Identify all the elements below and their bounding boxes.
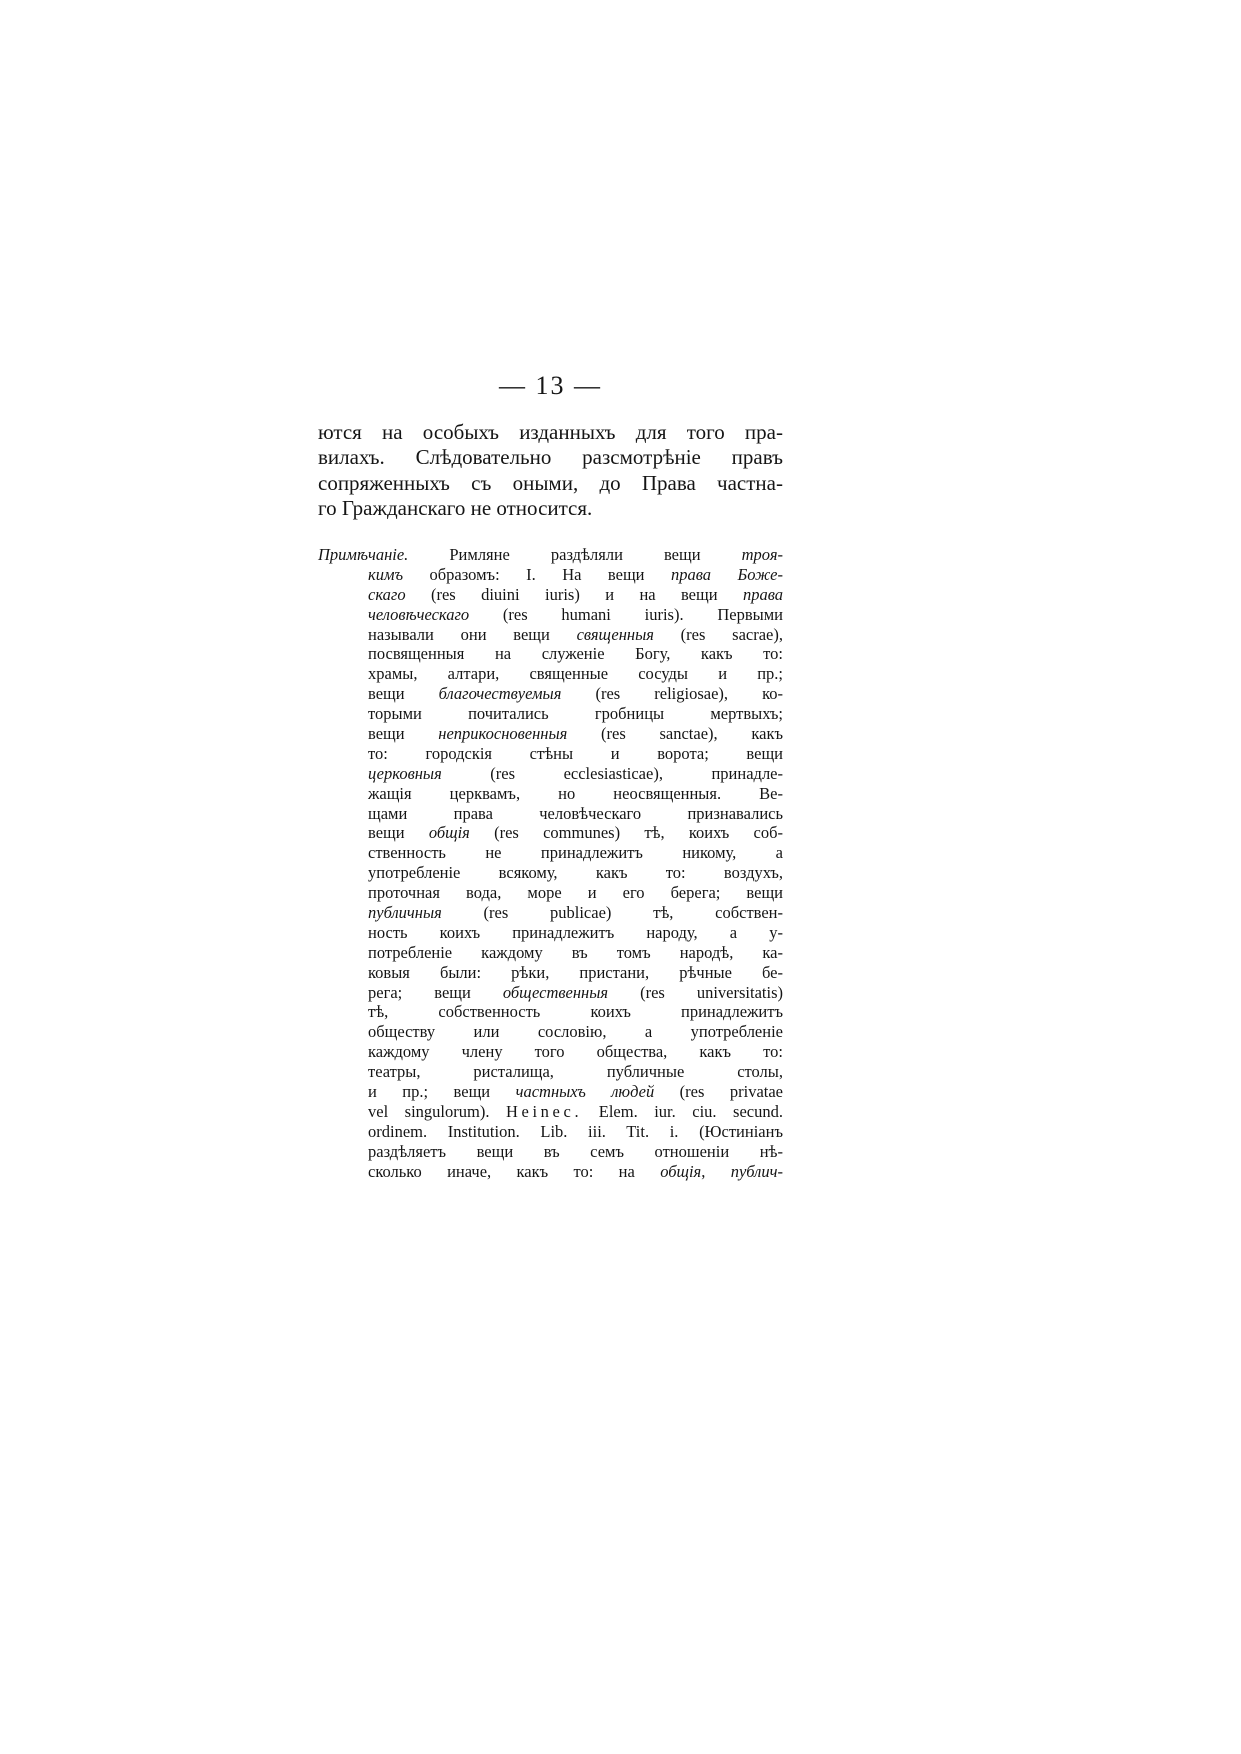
note-text: жащія церквамъ, но неосвященныя. Ве- [368, 783, 783, 803]
italic-term: церковныя [368, 763, 442, 783]
note-text: рега; вещи [368, 982, 503, 1002]
note-text: (res universitatis) [608, 982, 783, 1002]
note-text: храмы, алтари, священные сосуды и пр.; [368, 664, 783, 684]
note-text: щами права человѣческаго признавались [368, 803, 783, 823]
note-text: ственность не принадлежитъ никому, а [368, 843, 783, 863]
italic-term: священныя [576, 624, 654, 644]
note-line [368, 863, 783, 883]
note-line [368, 744, 783, 764]
note-text: проточная вода, море и его берега; вещи [368, 883, 783, 903]
note-text: ковыя были: рѣки, пристани, рѣчные бе- [368, 962, 783, 982]
italic-term: троя- [741, 545, 783, 564]
note-line [368, 1002, 783, 1022]
note-text: Римляне раздѣляли вещи [408, 545, 742, 564]
note-line [368, 764, 783, 784]
note-text: (res communes) тѣ, коихъ соб- [469, 823, 783, 843]
note-line [368, 704, 783, 724]
note-text: употребленіе всякому, какъ то: воздухъ, [368, 863, 783, 883]
note-text: (res diuini iuris) и на вещи [405, 584, 743, 604]
note-text: Elem. iur. ciu. secund. [582, 1101, 783, 1121]
note-text: торыми почитались гробницы мертвыхъ; [368, 704, 783, 724]
note-text: посвященныя на служеніе Богу, какъ то: [368, 644, 783, 664]
italic-term: благочествуемыя [438, 684, 562, 704]
note-text: театры, ристалища, публичные столы, [368, 1062, 783, 1082]
italic-term: человѣческаго [368, 604, 470, 624]
note-line [368, 963, 783, 983]
main-text-line: вилахъ. Слѣдовательно разсмотрѣніе правъ [318, 445, 783, 470]
note-line [368, 644, 783, 664]
italic-term: Примѣчаніе. [318, 545, 409, 564]
note-text: (res sacrae), [653, 624, 783, 644]
note-text: раздѣляетъ вещи въ семъ отношеніи нѣ- [368, 1141, 783, 1161]
note-text: и пр.; вещи [368, 1082, 516, 1102]
note-line [368, 585, 783, 605]
note-line [368, 1082, 783, 1102]
italic-term: неприкосновенныя [438, 724, 568, 744]
note-text: vel singulorum). [368, 1101, 506, 1121]
note-text: вещи [368, 823, 429, 843]
italic-term: публич- [730, 1161, 783, 1181]
note-text: то: городскія стѣны и ворота; вещи [368, 743, 783, 763]
note-line [368, 1022, 783, 1042]
italic-term: общія [660, 1161, 702, 1181]
note-line [368, 804, 783, 824]
italic-term: скаго [368, 584, 406, 604]
note-text: вещи [368, 724, 439, 744]
note-line [368, 684, 783, 704]
note-line [368, 1042, 783, 1062]
note-text: образомъ: I. На вещи [403, 564, 671, 584]
note-line [368, 1062, 783, 1082]
note-line [368, 903, 783, 923]
note-line [368, 625, 783, 645]
note-text: (res humani iuris). Первыми [469, 604, 783, 624]
note-line [368, 883, 783, 903]
italic-term: права Боже- [670, 564, 783, 584]
note-line [368, 823, 783, 843]
note-line [368, 843, 783, 863]
note-line [368, 565, 783, 585]
note-block [318, 545, 783, 1182]
note-text: , [701, 1161, 731, 1181]
note-text: (res ecclesiasticae), принадле- [441, 763, 783, 783]
main-text-line: сопряженныхъ съ оными, до Права частна- [318, 470, 783, 495]
note-line [368, 1102, 783, 1122]
note-line [368, 943, 783, 963]
italic-term: публичныя [368, 903, 442, 923]
note-text: (res sanctae), какъ [567, 724, 783, 744]
note-line [368, 923, 783, 943]
note-text: (res publicae) тѣ, собствен- [441, 903, 783, 923]
note-line [368, 1122, 783, 1142]
note-line [368, 1162, 783, 1182]
italic-term: частныхъ людей [515, 1082, 655, 1102]
main-text-line: ются на особыхъ изданныхъ для того пра- [318, 420, 783, 444]
italic-term: общественныя [502, 982, 609, 1002]
page-number: — 13 — [499, 371, 602, 400]
note-text: вещи [368, 684, 439, 704]
note-text: сколько иначе, какъ то: на [368, 1161, 661, 1181]
note-line [368, 605, 783, 625]
note-text: потребленіе каждому въ томъ народѣ, ка- [368, 942, 783, 962]
note-line [368, 724, 783, 744]
note-line [368, 1142, 783, 1162]
note-text: ность коихъ принадлежитъ народу, а у- [368, 922, 783, 942]
note-text: (res religiosae), ко- [561, 684, 783, 704]
author-citation: Heinec. [505, 1101, 583, 1121]
note-line [368, 664, 783, 684]
note-text: каждому члену того общества, какъ то: [368, 1042, 783, 1062]
italic-term: права [742, 584, 783, 604]
main-paragraph [318, 420, 783, 521]
note-line [368, 784, 783, 804]
note-first-line [318, 545, 783, 565]
note-text: ordinem. Institution. Lib. iii. Tit. i. (Юстиніанъ [368, 1121, 783, 1141]
note-text: тѣ, собственность коихъ принадлежитъ [368, 1002, 783, 1022]
note-line [368, 983, 783, 1003]
italic-term: кимъ [368, 564, 404, 584]
main-text-line: го Гражданскаго не относится. [318, 495, 593, 520]
note-text: называли они вещи [368, 624, 577, 644]
italic-term: общія [428, 823, 470, 843]
note-text: обществу или сословію, а употребленіе [368, 1022, 783, 1042]
note-text: (res privatae [654, 1082, 783, 1102]
